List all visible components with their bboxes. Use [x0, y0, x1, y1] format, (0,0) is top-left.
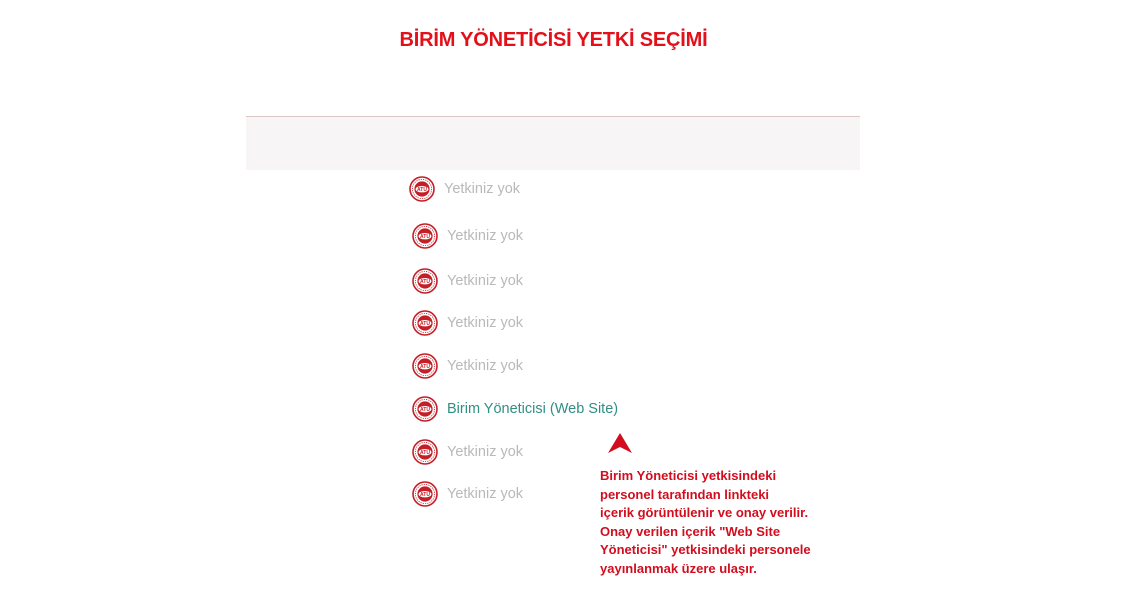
callout-line: yayınlanmak üzere ulaşır. — [600, 560, 757, 576]
role-item — [412, 479, 523, 509]
page-title: BİRİM YÖNETİCİSİ YETKİ SEÇİMİ — [399, 29, 708, 51]
role-label: Yetkiniz yok — [447, 315, 524, 331]
callout-line: Yöneticisi" yetkisindeki personele — [600, 542, 811, 558]
callout-line: Birim Yöneticisi yetkisindeki — [600, 468, 777, 483]
svg-text:ATÜ: ATÜ — [420, 450, 430, 456]
atu-logo-icon — [412, 439, 438, 465]
atu-logo-icon — [412, 396, 438, 422]
role-label: Yetkiniz yok — [447, 273, 524, 289]
callout-line: personel tarafından linkteki — [600, 486, 770, 502]
role-label: Yetkiniz yok — [447, 358, 524, 374]
svg-text:ATÜ: ATÜ — [420, 364, 430, 370]
atu-logo-icon — [409, 176, 435, 202]
atu-logo-icon — [412, 310, 438, 336]
callout-line: içerik görüntülenir ve onay verilir. — [600, 505, 809, 521]
role-item-birim-yoneticisi[interactable] — [412, 394, 618, 424]
atu-logo-icon — [412, 481, 438, 507]
atu-logo-icon — [412, 353, 438, 379]
role-link-birim-yoneticisi[interactable]: Birim Yöneticisi (Web Site) — [447, 401, 619, 417]
svg-text:ATÜ: ATÜ — [420, 407, 430, 413]
svg-text:ATÜ: ATÜ — [420, 321, 430, 327]
role-item — [412, 308, 523, 338]
panel-header — [246, 116, 860, 170]
role-label: Yetkiniz yok — [447, 486, 524, 502]
svg-text:ATÜ: ATÜ — [417, 187, 427, 193]
role-label: Yetkiniz yok — [447, 228, 524, 244]
role-label: Yetkiniz yok — [444, 181, 521, 197]
svg-text:ATÜ: ATÜ — [420, 234, 430, 240]
callout-line: Onay verilen içerik "Web Site — [600, 523, 781, 539]
role-item — [412, 266, 523, 296]
role-label: Yetkiniz yok — [447, 444, 524, 460]
arrow-up-icon — [607, 432, 633, 454]
svg-text:ATÜ: ATÜ — [420, 279, 430, 285]
role-item — [412, 437, 523, 467]
role-item — [412, 351, 523, 381]
atu-logo-icon — [412, 223, 438, 249]
role-item — [412, 221, 523, 251]
role-item — [409, 174, 520, 204]
callout-note — [600, 467, 840, 579]
svg-text:ATÜ: ATÜ — [420, 492, 430, 498]
atu-logo-icon — [412, 268, 438, 294]
